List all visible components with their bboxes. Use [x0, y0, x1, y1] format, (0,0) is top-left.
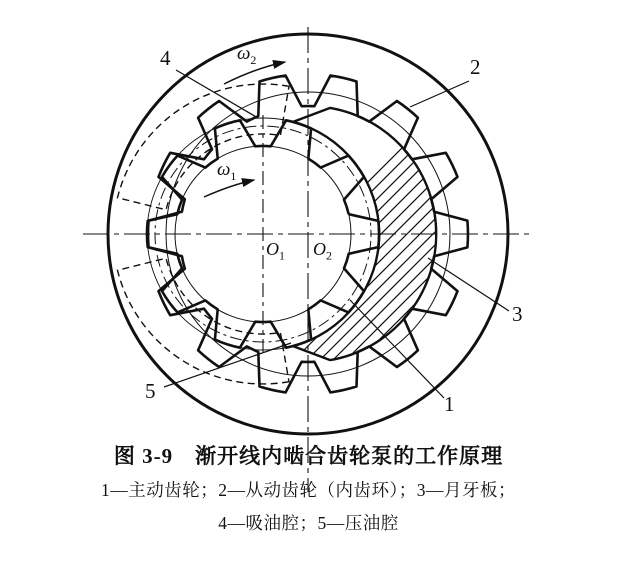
- leader-4: [176, 70, 258, 118]
- figure-title: 图 3-9 渐开线内啮合齿轮泵的工作原理: [113, 444, 504, 468]
- omega2-label: $\omega_2$: [237, 43, 257, 67]
- callout-2: 2: [470, 55, 481, 79]
- center-o1-label: $O_1$: [266, 239, 285, 263]
- leader-3: [428, 258, 509, 311]
- figure-legend-line2: 4—吸油腔；5—压油腔: [218, 513, 399, 533]
- center-o2-label: $O_2$: [313, 239, 332, 263]
- callout-4: 4: [160, 46, 171, 70]
- callout-1: 1: [444, 392, 455, 416]
- omega1-label: $\omega_1$: [217, 159, 237, 183]
- callout-3: 3: [512, 302, 523, 326]
- figure-caption: [0, 440, 617, 543]
- callout-5: 5: [145, 379, 156, 403]
- figure-legend-line1: 1—主动齿轮；2—从动齿轮（内齿环）；3—月牙板；: [101, 480, 516, 500]
- omega1-arrow: [204, 180, 254, 197]
